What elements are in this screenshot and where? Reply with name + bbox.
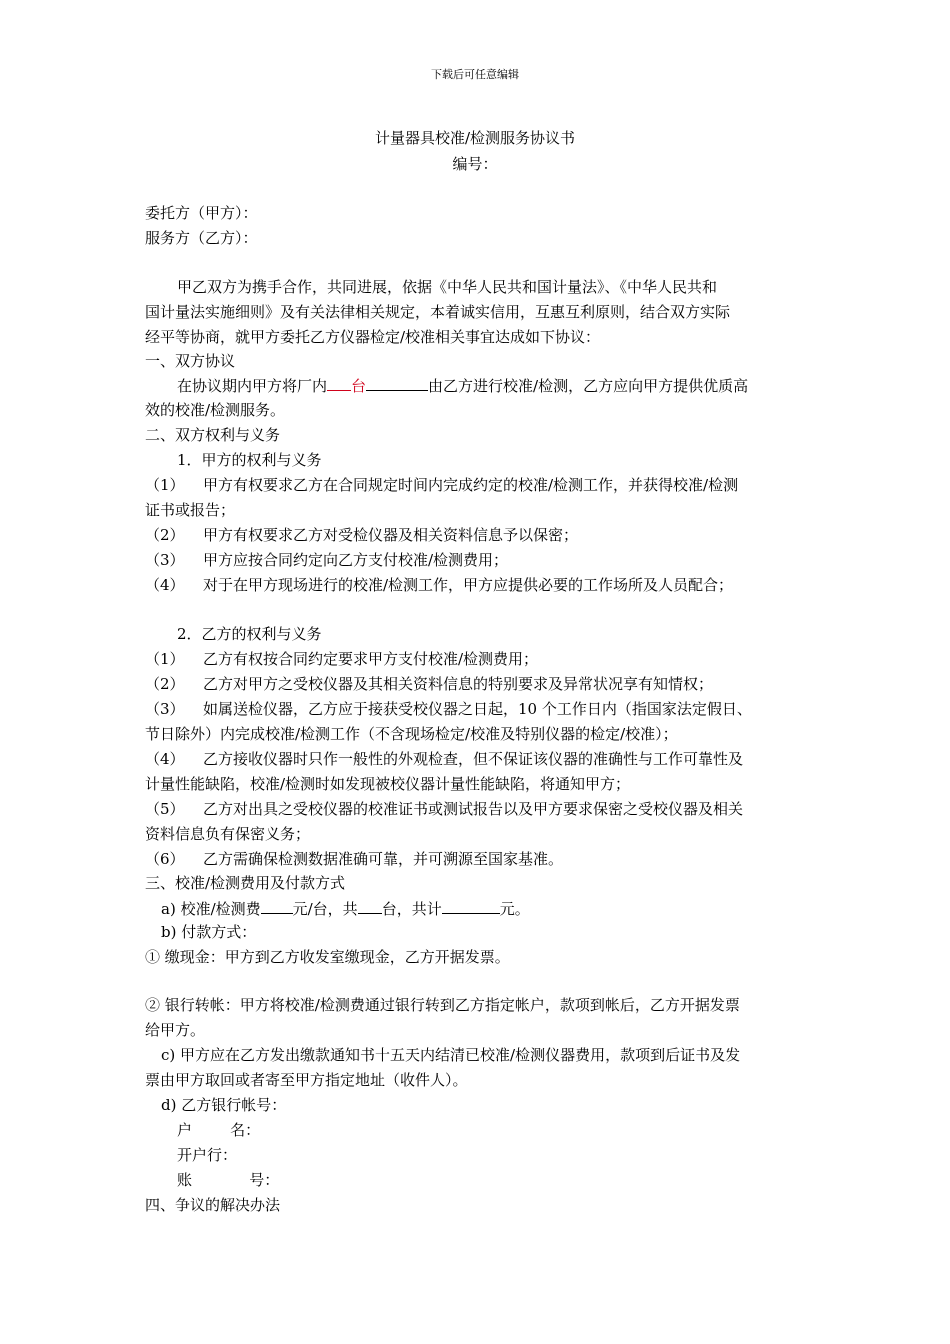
intro-line-3: 经平等协商，就甲方委托乙方仪器检定/校准相关事宜达成如下协议： [145,328,601,346]
list-item [145,799,743,819]
list-item-number: （4） [145,576,185,594]
list-item-text: 计量性能缺陷，校准/检测时如发现被校仪器计量性能缺陷，将通知甲方； [145,775,631,793]
payment-bank-continuation: 给甲方。 [145,1021,206,1039]
payment-deadline-continuation: 票由甲方取回或者寄至甲方指定地址（收件人）。 [145,1071,468,1089]
list-item-number: （4） [145,750,185,768]
list-item-number: （6） [145,850,185,868]
list-item [145,749,743,769]
section-1-continuation: 效的校准/检测服务。 [145,401,286,419]
list-item [145,649,538,669]
list-item-text: 乙方需确保检测数据准确可靠，并可溯源至国家基准。 [203,850,564,868]
party-a-label: 委托方（甲方）： [145,204,258,222]
party-b-rights-heading: 2．乙方的权利与义务 [177,625,322,643]
list-item-number: （1） [145,650,185,668]
list-item-text: 乙方接收仪器时只作一般性的外观检查，但不保证该仪器的准确性与工作可靠性及 [203,750,744,768]
list-item-number: （3） [145,551,185,569]
section-2-heading: 二、双方权利与义务 [145,426,281,444]
list-item-text: 资料信息负有保密义务； [145,825,311,843]
account-bank-label: 开户行： [177,1146,238,1164]
list-item-text: 证书或报告； [145,501,236,519]
page-header: 下载后可任意编辑 [431,68,519,81]
payment-method-label: b) 付款方式： [161,923,257,941]
list-item-number: （5） [145,800,185,818]
unit-price-blank [261,898,293,914]
list-item [145,475,738,495]
list-item-number: （3） [145,700,185,718]
list-item-text: 甲方有权要求乙方在合同规定时间内完成约定的校准/检测工作，并获得校准/检测 [203,476,739,494]
section-1-paragraph [177,375,748,396]
bank-account-label: d) 乙方银行帐号： [161,1096,287,1114]
list-item [145,724,678,744]
list-item [145,699,752,719]
list-item-text: 如属送检仪器，乙方应于接获受校仪器之日起，10 个工作日内（指国家法定假日、 [203,700,752,718]
document-number-label: 编号： [452,155,498,173]
count-blank [358,898,382,914]
list-item [145,550,508,570]
section-1-heading: 一、双方协议 [145,352,236,370]
fee-text-mid2: 台，共计 [381,900,442,918]
section-1-text-post: 由乙方进行校准/检测，乙方应向甲方提供优质高 [428,377,749,395]
payment-cash: ① 缴现金：甲方到乙方收发室缴现金，乙方开据发票。 [145,948,510,966]
list-item-text: 甲方有权要求乙方对受检仪器及相关资料信息予以保密； [203,526,579,544]
account-name-label: 户 名： [177,1121,261,1139]
unit-text: 台 [351,377,367,395]
list-item [145,774,630,794]
section-1-text-pre: 在协议期内甲方将厂内 [177,377,328,395]
intro-line-1: 甲乙双方为携手合作，共同进展，依据《中华人民共和国计量法》、《中华人民共和 [177,278,718,296]
fee-line [161,898,530,919]
list-item-text: 乙方对甲方之受校仪器及其相关资料信息的特别要求及异常状况享有知情权； [203,675,714,693]
list-item-text: 对于在甲方现场进行的校准/检测工作，甲方应提供必要的工作场所及人员配合； [203,576,734,594]
list-item-text: 乙方有权按合同约定要求甲方支付校准/检测费用； [203,650,539,668]
list-item [145,575,733,595]
section-3-heading: 三、校准/检测费用及付款方式 [145,874,346,892]
payment-bank: ② 银行转帐：甲方将校准/检测费通过银行转到乙方指定帐户，款项到帐后，乙方开据发票 [145,996,740,1014]
list-item [145,500,235,520]
party-b-label: 服务方（乙方）： [145,229,258,247]
list-item-number: （2） [145,526,185,544]
payment-deadline: c) 甲方应在乙方发出缴款通知书十五天内结清已校准/检测仪器费用，款项到后证书及发 [161,1046,741,1064]
list-item-text: 甲方应按合同约定向乙方支付校准/检测费用； [203,551,509,569]
intro-line-2: 国计量法实施细则》及有关法律相关规定，本着诚实信用，互惠互利原则，结合双方实际 [145,303,731,321]
total-blank [442,898,500,914]
list-item-number: （1） [145,476,185,494]
list-item-number: （2） [145,675,185,693]
list-item-text: 节日除外）内完成校准/检测工作（不含现场检定/校准及特别仪器的检定/校准）； [145,725,678,743]
quantity-blank [327,375,351,391]
fee-text-pre: a) 校准/检测费 [161,900,261,918]
account-number-label: 账 号： [177,1171,280,1189]
instrument-blank [366,375,428,391]
list-item [145,824,310,844]
document-title: 计量器具校准/检测服务协议书 [374,129,576,147]
list-item [145,525,578,545]
section-4-heading: 四、争议的解决办法 [145,1196,281,1214]
fee-text-post: 元。 [499,900,530,918]
list-item-text: 乙方对出具之受校仪器的校准证书或测试报告以及甲方要求保密之受校仪器及相关 [203,800,744,818]
list-item [145,849,563,869]
list-item [145,674,713,694]
party-a-rights-heading: 1．甲方的权利与义务 [177,451,322,469]
fee-text-mid1: 元/台，共 [292,900,358,918]
